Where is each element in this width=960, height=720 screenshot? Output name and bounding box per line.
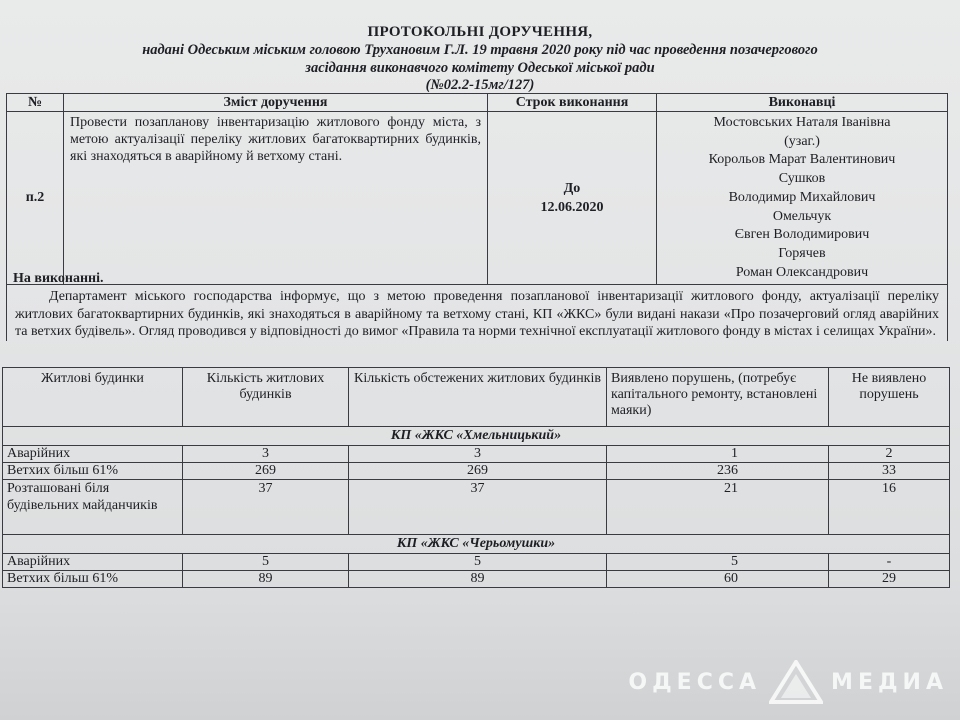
col-header-number: № <box>7 94 64 112</box>
task-table-header-row <box>7 94 948 112</box>
task-term-date: 12.06.2020 <box>540 200 604 216</box>
cell-inspected: 269 <box>349 463 607 480</box>
executor-line: Роман Олександрович <box>735 264 869 280</box>
cell-no-violations: 16 <box>829 480 950 535</box>
executor-line: (узаг.) <box>784 133 820 149</box>
cell-no-violations: 29 <box>829 571 950 588</box>
cell-violations: 60 <box>607 571 829 588</box>
status-label: На виконанні. <box>6 270 948 288</box>
watermark <box>628 664 948 700</box>
row-label: Ветхих більш 61% <box>3 463 183 480</box>
stats-table <box>2 367 950 588</box>
cell-inspected: 5 <box>349 554 607 571</box>
col-header-executors: Виконавці <box>657 94 948 112</box>
section-name: КП «ЖКС «Хмельницький» <box>3 427 950 446</box>
table-row <box>3 463 950 480</box>
task-number: п.2 <box>7 112 64 285</box>
col-header-term: Строк виконання <box>488 94 657 112</box>
row-label: Ветхих більш 61% <box>3 571 183 588</box>
task-term <box>488 112 657 285</box>
executor-line: Євген Володимирович <box>734 227 870 243</box>
table-row <box>3 554 950 571</box>
section-header-row <box>3 535 950 554</box>
task-row <box>7 112 948 285</box>
executor-line: Горячев <box>778 245 826 261</box>
cell-no-violations: 2 <box>829 446 950 463</box>
section-name: КП «ЖКС «Черьомушки» <box>3 535 950 554</box>
executor-line: Корольов Марат Валентинович <box>708 152 896 168</box>
stats-col-header-buildings: Житлові будинки <box>3 368 183 427</box>
cell-no-violations: 33 <box>829 463 950 480</box>
table-row <box>3 571 950 588</box>
cell-total: 89 <box>183 571 349 588</box>
section-header-row <box>3 427 950 446</box>
task-executors <box>657 112 948 285</box>
row-label: Розташовані біля будівельних майданчиків <box>3 480 183 535</box>
executor-line: Сушков <box>778 171 826 187</box>
document-number: (№02.2-15мг/127) <box>425 77 535 93</box>
cell-total: 5 <box>183 554 349 571</box>
stats-col-header-inspected: Кількість обстежених житлових будинків <box>349 368 607 427</box>
row-label: Аварійних <box>3 554 183 571</box>
col-header-content: Зміст доручення <box>64 94 488 112</box>
odessa-media-logo-icon <box>769 660 823 704</box>
executor-line: Мостовських Наталя Іванівна <box>713 115 891 130</box>
stats-col-header-violations: Виявлено порушень, (потребує капітального ремонту, встановлені маяки) <box>607 368 829 427</box>
table-row <box>3 446 950 463</box>
cell-violations: 1 <box>607 446 829 463</box>
executor-line: Володимир Михайлович <box>728 189 876 205</box>
stats-col-header-no-violations: Не виявлено порушень <box>829 368 950 427</box>
row-label: Аварійних <box>3 446 183 463</box>
status-text: Департамент міського господарства інформує, що з метою проведення позапланової інвентаризації житлового фонду, актуалізації переліку житлових багатоквартирних будинків, які знаходяться в аварійному та ветхому стані, КП «ЖКС» були видані накази «Про позачерговий огляд аварійних та ветхих будівель». Огляд проводився у відповідності до вимог «Правила та норми технічної експлуатації житлового фонду в містах і селищах України». <box>6 288 948 341</box>
executor-line: Омельчук <box>772 208 832 224</box>
cell-violations: 5 <box>607 554 829 571</box>
document-title: ПРОТОКОЛЬНІ ДОРУЧЕННЯ, <box>367 24 593 40</box>
cell-total: 269 <box>183 463 349 480</box>
cell-inspected: 37 <box>349 480 607 535</box>
stats-col-header-total: Кількість житлових будинків <box>183 368 349 427</box>
cell-inspected: 89 <box>349 571 607 588</box>
task-term-prefix: До <box>563 181 581 197</box>
cell-total: 37 <box>183 480 349 535</box>
cell-violations: 236 <box>607 463 829 480</box>
watermark-right-word: МЕДИА <box>831 669 948 695</box>
document-subtitle-line2: засідання виконавчого комітету Одеської міської ради <box>305 60 655 76</box>
cell-violations: 21 <box>607 480 829 535</box>
document-subtitle-line1: надані Одеським міським головою Трухановим Г.Л. 19 травня 2020 року під час проведення позачергового <box>142 42 818 58</box>
watermark-left-word: ОДЕССА <box>628 669 762 695</box>
stats-header-row <box>3 368 950 427</box>
status-block <box>6 270 948 341</box>
task-table <box>6 93 948 285</box>
cell-total: 3 <box>183 446 349 463</box>
task-content: Провести позапланову інвентаризацію житлового фонду міста, з метою актуалізації переліку житлових багатоквартирних будинків, які знаходяться в аварійному й ветхому стані. <box>64 112 488 285</box>
cell-inspected: 3 <box>349 446 607 463</box>
table-row <box>3 480 950 535</box>
cell-no-violations: - <box>829 554 950 571</box>
